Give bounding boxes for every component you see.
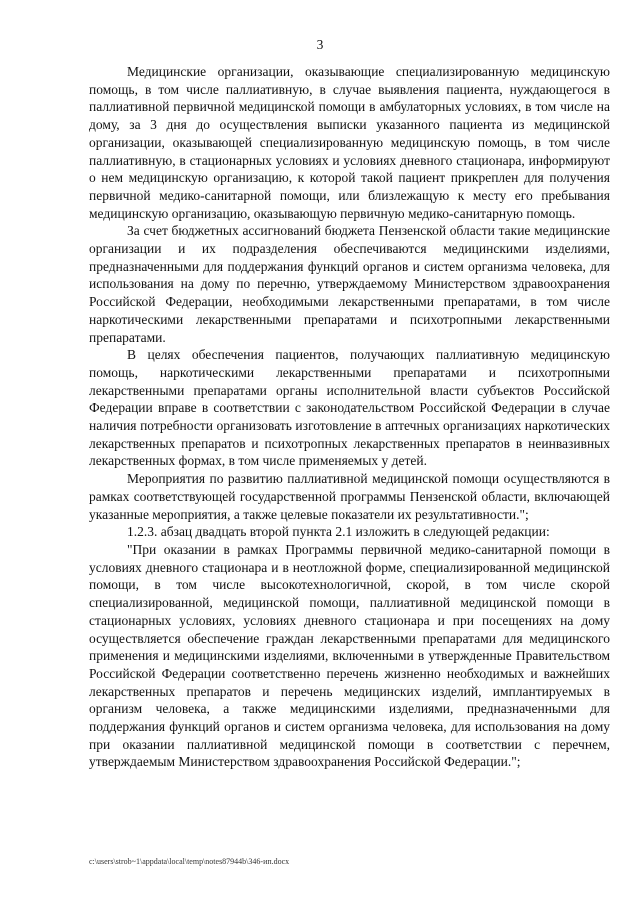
- paragraph-development-measures: Мероприятия по развитию паллиативной медицинской помощи осуществляются в рамках соответствующей государственной программы Пензенской области, включающей указанные мероприятия, а также целевые показатели их результативности.";: [89, 471, 610, 522]
- file-path-footer: c:\users\strob~1\appdata\local\temp\notes87944b\346-ип.docx: [89, 857, 290, 866]
- paragraph-new-wording: "При оказании в рамках Программы первичной медико-санитарной помощи в условиях дневного стационара и в неотложной форме, специализированной медицинской помощи, в том числе высокотехнологичной, скорой, в том числе скорой специализированной, медицинской помощи, паллиативной медицинской помощи в стационарных условиях, условиях дневного стационара и при посещениях на дому осуществляется обеспечение граждан лекарственными препаратами для медицинского применения и медицинскими изделиями, включенными в утвержденные Правительством Российской Федерации соответственно перечень жизненно необходимых и важнейших лекарственных препаратов и перечень медицинских изделий, имплантируемых в организм человека, а также медицинскими изделиями, предназначенными для поддержания функций органов и систем организма человека, для использования на дому при оказании паллиативной медицинской помощи в соответствии с перечнем, утверждаемым Министерством здравоохранения Российской Федерации.";: [89, 541, 610, 770]
- paragraph-narcotic-provision: В целях обеспечения пациентов, получающих паллиативную медицинскую помощь, наркотическими лекарственными препаратами и психотропными лекарственными препаратами органы исполнительной власти субъектов Российской Федерации вправе в соответствии с законодательством Российской Федерации в случае наличия потребности организовать изготовление в аптечных организациях наркотических лекарственных препаратов и психотропных лекарственных препаратов в неинвазивных лекарственных формах, в том числе применяемых у детей.: [89, 347, 610, 469]
- page-number: 3: [316, 37, 324, 52]
- paragraph-medical-organizations: Медицинские организации, оказывающие специализированную медицинскую помощь, в том числе паллиативную, в случае выявления пациента, нуждающегося в паллиативной первичной медицинской помощи в амбулаторных условиях, в том числе на дому, за 3 дня до осуществления выписки указанного пациента из медицинской организации, оказывающей специализированную медицинскую помощь, в том числе паллиативную, в стационарных условиях и условиях дневного стационара, информируют о нем медицинскую организацию, к которой такой пациент прикреплен для получения первичной медико-санитарной помощи, или близлежащую к месту его пребывания медицинскую организацию, оказывающую первичную медико-санитарную помощь.: [89, 64, 610, 221]
- document-body: [89, 63, 610, 771]
- paragraph-amendment-clause: 1.2.3. абзац двадцать второй пункта 2.1 изложить в следующей редакции:: [127, 524, 550, 540]
- paragraph-budget-funding: За счет бюджетных ассигнований бюджета Пензенской области такие медицинские организации и их подразделения обеспечиваются медицинскими изделиями, предназначенными для поддержания функций органов и систем организма человека, для использования на дому по перечню, утверждаемому Министерством здравоохранения Российской Федерации, необходимыми лекарственными препаратами, в том числе наркотическими лекарственными препаратами и психотропными лекарственными препаратами.: [89, 223, 610, 345]
